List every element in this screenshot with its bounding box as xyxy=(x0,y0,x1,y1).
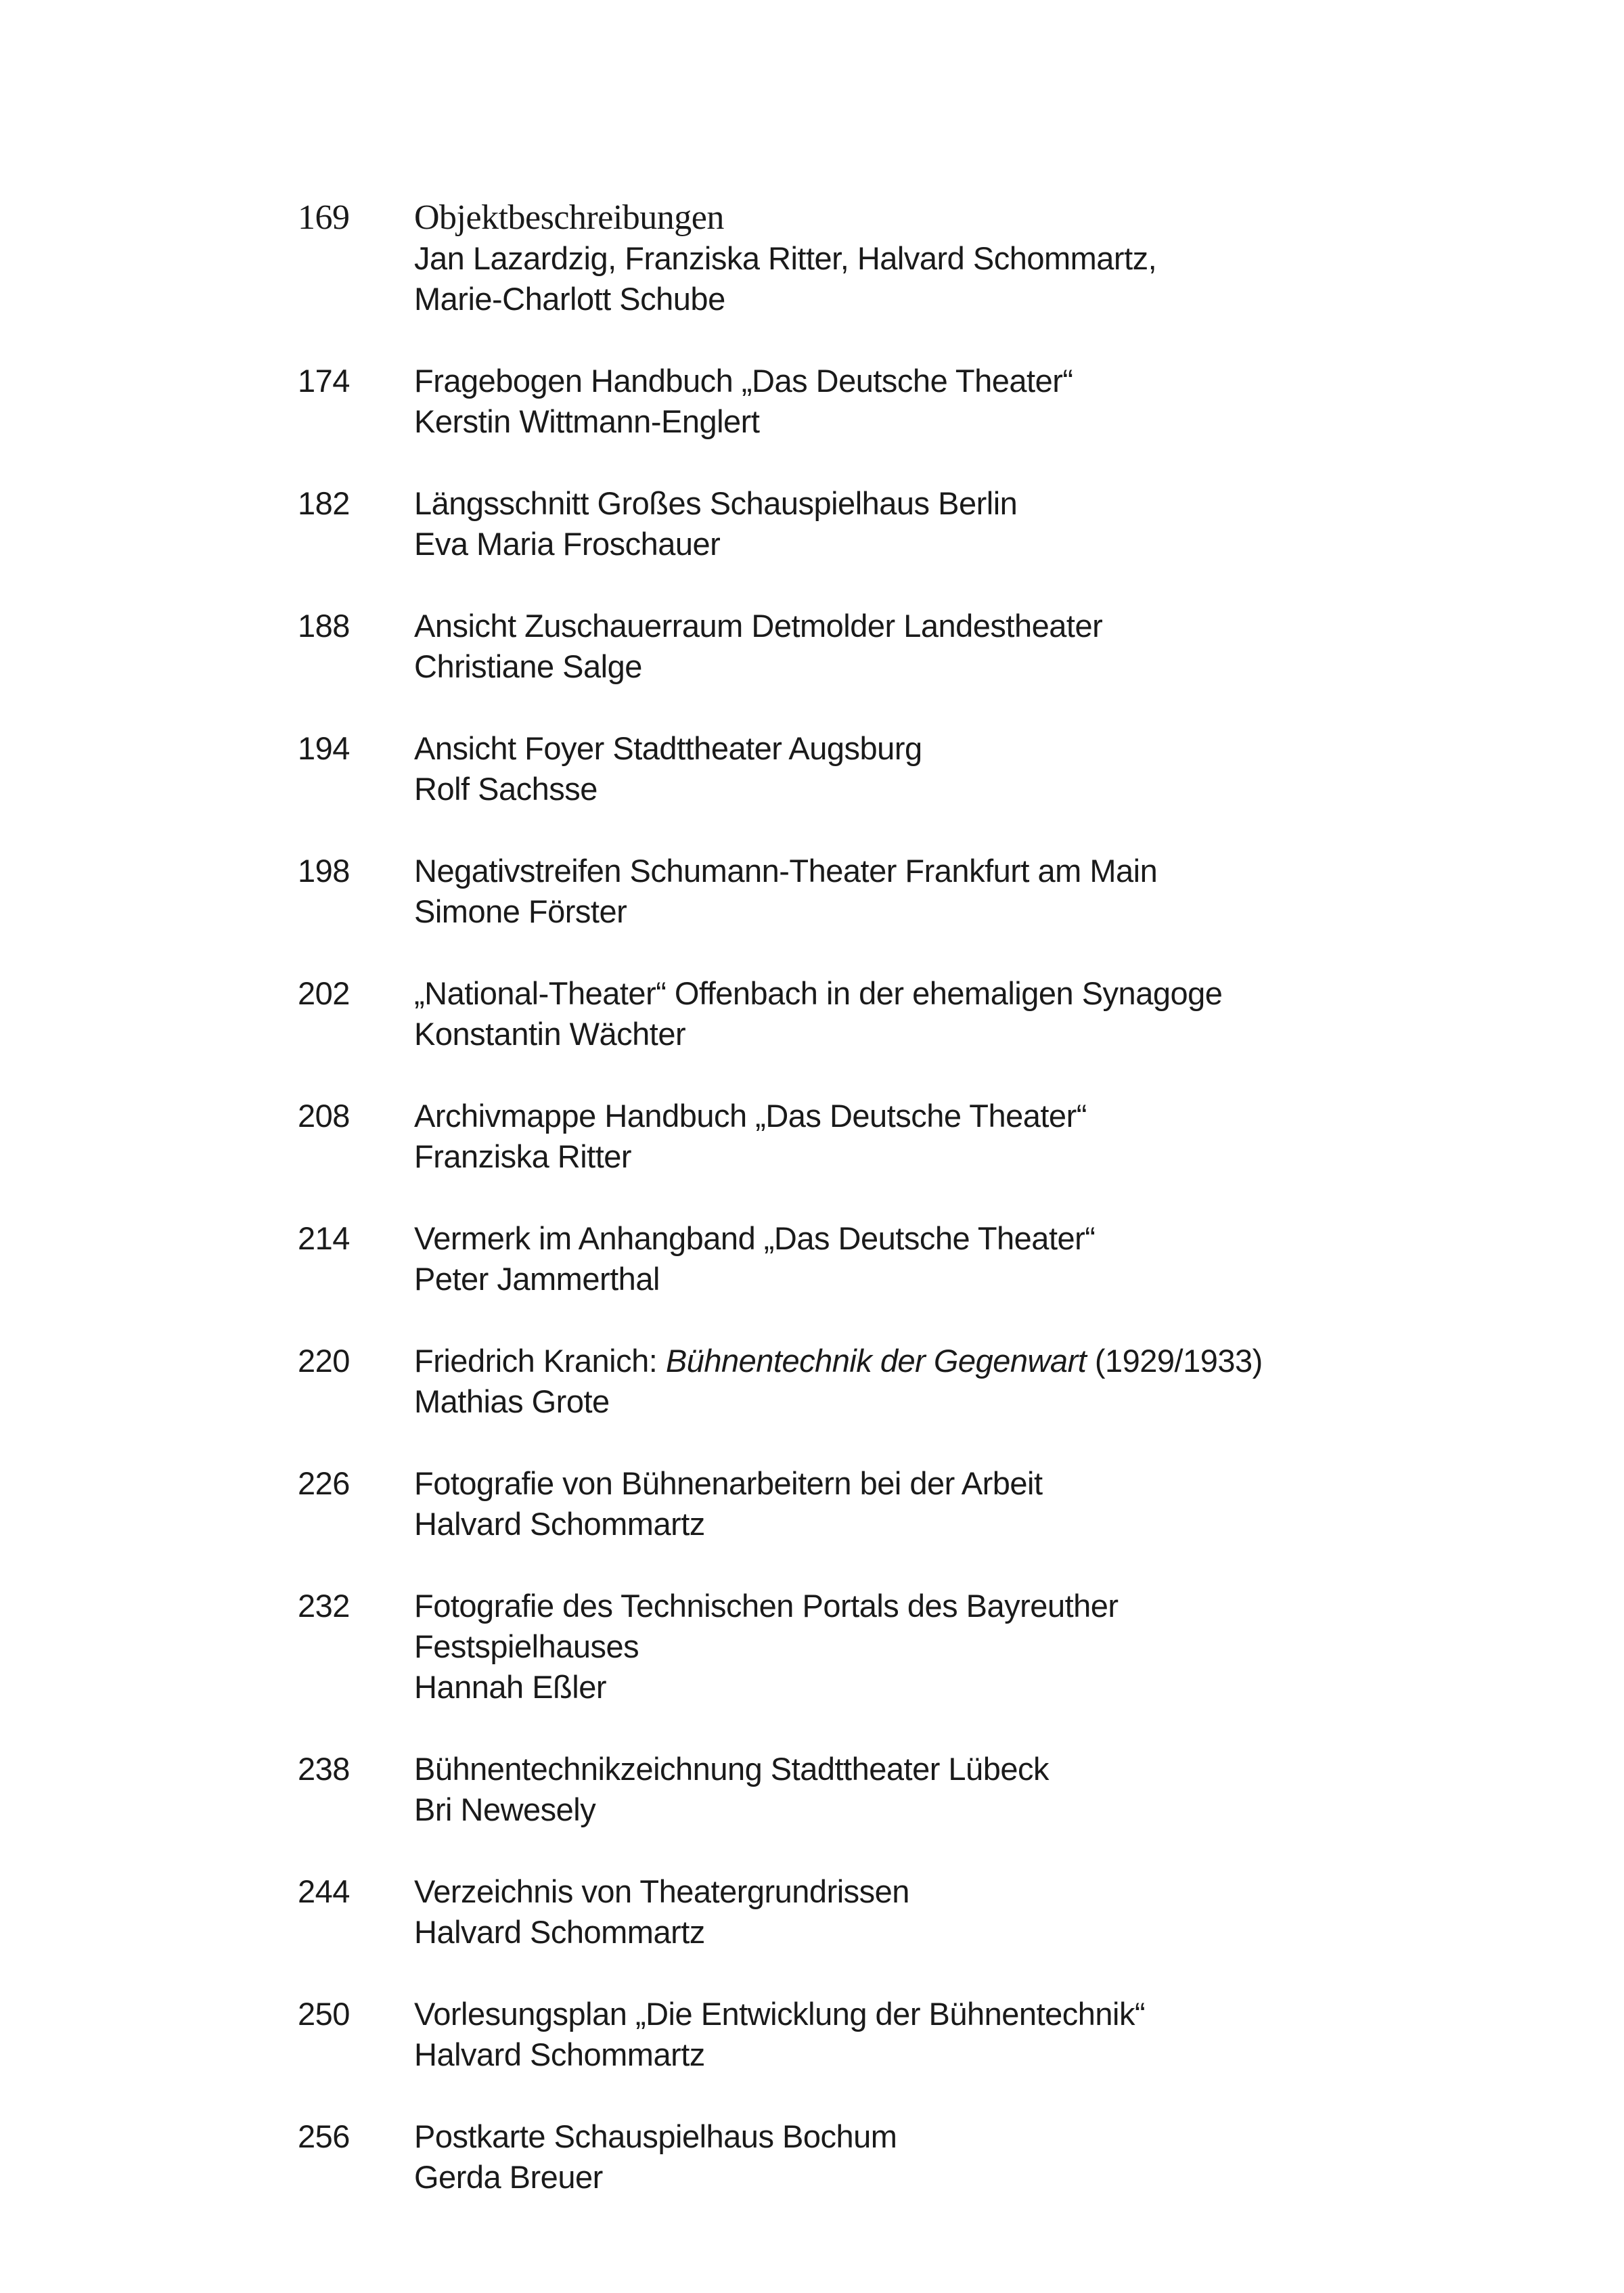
toc-entry-author: Konstantin Wächter xyxy=(414,1016,686,1052)
toc-entry xyxy=(298,973,1502,1054)
toc-entry-author: Gerda Breuer xyxy=(414,2159,603,2195)
toc-entry-author: Peter Jammerthal xyxy=(414,1261,660,1297)
toc-entry-title: Ansicht Foyer Stadttheater Augsburg xyxy=(414,730,922,766)
toc-entry-title: „National-Theater“ Offenbach in der ehemaligen Synagoge xyxy=(414,975,1223,1011)
toc-entry xyxy=(298,1218,1502,1299)
toc-entry-text xyxy=(414,606,1502,687)
toc-entry xyxy=(298,198,1502,319)
toc-entry-title-prefix: Friedrich Kranich: xyxy=(414,1343,666,1379)
toc-entry-text xyxy=(414,1994,1502,2075)
table-of-contents xyxy=(298,198,1502,2198)
toc-page-number: 220 xyxy=(298,1343,350,1379)
toc-entry-author: Franziska Ritter xyxy=(414,1138,632,1174)
toc-entry-author: Halvard Schommartz xyxy=(414,1914,705,1950)
toc-entry-title: Ansicht Zuschauerraum Detmolder Landestheater xyxy=(414,608,1103,644)
toc-entry-text xyxy=(414,1749,1502,1830)
toc-entry-title: Fotografie des Technischen Portals des Bayreuther xyxy=(414,1588,1119,1624)
toc-entry-author: Marie-Charlott Schube xyxy=(414,281,725,317)
toc-entry-author: Eva Maria Froschauer xyxy=(414,526,721,562)
toc-entry-title: Bühnentechnikzeichnung Stadttheater Lübeck xyxy=(414,1751,1049,1787)
toc-page-number: 214 xyxy=(298,1220,350,1256)
toc-entry xyxy=(298,1463,1502,1544)
toc-entry xyxy=(298,851,1502,932)
toc-entry-author: Mathias Grote xyxy=(414,1383,610,1419)
toc-entry-text xyxy=(414,1341,1502,1422)
toc-entry xyxy=(298,1994,1502,2075)
toc-entry-text xyxy=(414,1871,1502,1953)
toc-entry-author: Christiane Salge xyxy=(414,648,642,684)
toc-entry-text xyxy=(414,198,1502,319)
toc-page-number: 250 xyxy=(298,1996,350,2032)
toc-entry-title-suffix: (1929/1933) xyxy=(1086,1343,1263,1379)
toc-entry-title: Postkarte Schauspielhaus Bochum xyxy=(414,2118,897,2154)
toc-page-number: 208 xyxy=(298,1098,350,1134)
toc-entry-title: Vorlesungsplan „Die Entwicklung der Bühnentechnik“ xyxy=(414,1996,1146,2032)
toc-entry-title: Längsschnitt Großes Schauspielhaus Berlin xyxy=(414,485,1018,521)
toc-page-number: 256 xyxy=(298,2118,350,2154)
toc-entry-author: Bri Newesely xyxy=(414,1791,596,1827)
toc-entry-title: Vermerk im Anhangband „Das Deutsche Theater“ xyxy=(414,1220,1096,1256)
toc-entry-title: Fotografie von Bühnenarbeitern bei der Arbeit xyxy=(414,1465,1043,1501)
toc-page-number: 188 xyxy=(298,608,350,644)
toc-page-number: 194 xyxy=(298,730,350,766)
toc-entry-author: Hannah Eßler xyxy=(414,1669,606,1705)
toc-entry-title xyxy=(414,1341,1502,1381)
toc-entry xyxy=(298,1871,1502,1953)
toc-page-number: 174 xyxy=(298,363,350,399)
toc-entry-author: Halvard Schommartz xyxy=(414,1506,705,1542)
toc-entry-author: Halvard Schommartz xyxy=(414,2036,705,2072)
toc-page-number: 226 xyxy=(298,1465,350,1501)
toc-entry-text xyxy=(414,1218,1502,1299)
toc-page-number: 169 xyxy=(298,198,350,237)
toc-entry-text xyxy=(414,361,1502,442)
toc-page-number: 238 xyxy=(298,1751,350,1787)
toc-entry xyxy=(298,728,1502,809)
toc-page-number: 232 xyxy=(298,1588,350,1624)
toc-page-number: 198 xyxy=(298,853,350,889)
toc-entry-author: Rolf Sachsse xyxy=(414,771,597,807)
toc-entry-text xyxy=(414,851,1502,932)
toc-entry-title: Verzeichnis von Theatergrundrissen xyxy=(414,1873,909,1909)
toc-page-number: 202 xyxy=(298,975,350,1011)
toc-entry-text xyxy=(414,2116,1502,2198)
toc-entry-title: Negativstreifen Schumann-Theater Frankfurt am Main xyxy=(414,853,1158,889)
toc-entry-title: Objektbeschreibungen xyxy=(414,198,724,237)
toc-entry xyxy=(298,1096,1502,1177)
toc-page-number: 182 xyxy=(298,485,350,521)
toc-entry-title: Fragebogen Handbuch „Das Deutsche Theater“ xyxy=(414,363,1073,399)
toc-entry xyxy=(298,606,1502,687)
toc-entry xyxy=(298,1586,1502,1708)
toc-entry-author: Jan Lazardzig, Franziska Ritter, Halvard Schommartz, xyxy=(414,240,1157,276)
toc-entry-title-italic: Bühnentechnik der Gegenwart xyxy=(665,1343,1087,1379)
toc-entry xyxy=(298,2116,1502,2198)
toc-entry-text xyxy=(414,728,1502,809)
toc-entry-title: Archivmappe Handbuch „Das Deutsche Theater“ xyxy=(414,1098,1087,1134)
toc-entry-author: Simone Förster xyxy=(414,893,627,929)
toc-entry-text xyxy=(414,973,1502,1054)
toc-entry xyxy=(298,483,1502,564)
toc-entry-text xyxy=(414,1463,1502,1544)
toc-entry-author: Kerstin Wittmann-Englert xyxy=(414,403,760,439)
toc-page-number: 244 xyxy=(298,1873,350,1909)
toc-entry-text xyxy=(414,483,1502,564)
toc-entry xyxy=(298,1341,1502,1422)
toc-entry xyxy=(298,1749,1502,1830)
toc-entry-text xyxy=(414,1096,1502,1177)
toc-entry xyxy=(298,361,1502,442)
toc-entry-title: Festspielhauses xyxy=(414,1628,639,1664)
toc-entry-text xyxy=(414,1586,1502,1708)
